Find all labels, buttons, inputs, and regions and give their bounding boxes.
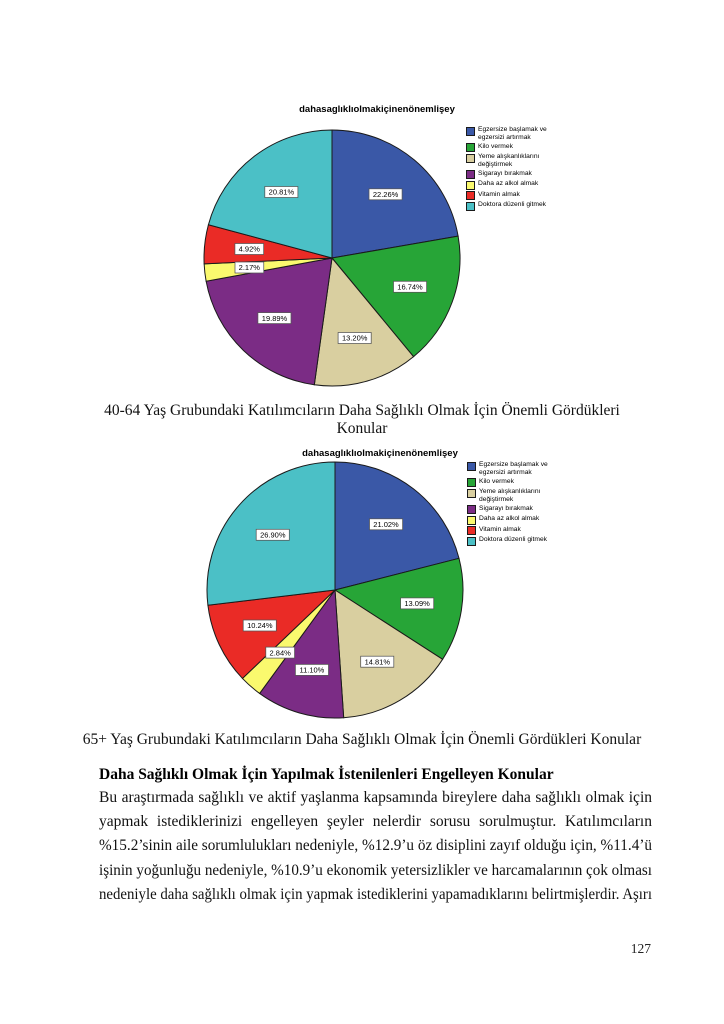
slice-label: 13.09% — [404, 599, 430, 609]
legend-item — [466, 143, 556, 153]
legend-item — [467, 461, 557, 477]
legend-label: Sigarayı bırakmak — [478, 169, 532, 177]
slice-label: 19.89% — [261, 313, 288, 323]
legend-label: Doktora düzenli gitmek — [479, 536, 548, 544]
legend — [466, 126, 556, 211]
legend — [467, 461, 557, 546]
figure-caption: 65+ Yaş Grubundaki Katılımcıların Daha Sağlıklı Olmak İçin Önemli Gördükleri Konular — [82, 731, 642, 748]
legend-item — [467, 526, 557, 536]
legend-swatch-icon — [467, 505, 476, 514]
legend-label: Doktora düzenli gitmek — [478, 201, 547, 209]
figure-caption: 40-64 Yaş Grubundaki Katılımcıların Daha Sağlıklı Olmak İçin Önemli Gördükleri Konular — [104, 402, 620, 437]
legend-item — [466, 201, 556, 211]
legend-label: Egzersize başlamak ve egzersizi artırmak — [478, 126, 547, 141]
legend-swatch-icon — [466, 181, 475, 190]
slice-label: 2.17% — [238, 263, 260, 273]
legend-swatch-icon — [466, 202, 475, 211]
legend-swatch-icon — [467, 537, 476, 546]
slice-label: 20.81% — [268, 187, 295, 197]
legend-swatch-icon — [466, 127, 475, 136]
legend-swatch-icon — [466, 170, 475, 179]
chart-title: dahasaglıklıolmakiçinenönemlişey — [299, 104, 455, 115]
legend-item — [466, 191, 556, 201]
legend-label: Vitamin almak — [479, 525, 521, 533]
slice-label: 4.92% — [238, 244, 260, 254]
body-text-line: işinin yoğunluğu nedeniyle, %10.9’u ekonomik yetersizlikler ve harcamalarının çok olması — [99, 861, 652, 879]
legend-swatch-icon — [467, 489, 476, 498]
slice-label: 16.74% — [397, 282, 423, 292]
page-number: 127 — [630, 941, 651, 956]
slice-label: 11.10% — [299, 665, 325, 675]
legend-item — [466, 170, 556, 180]
slice-label: 21.02% — [373, 520, 399, 529]
legend-item — [467, 478, 557, 488]
slice-label: 10.24% — [247, 621, 273, 631]
legend-swatch-icon — [467, 462, 476, 471]
legend-item — [467, 515, 557, 525]
legend-label: Daha az alkol almak — [479, 515, 540, 523]
body-text-line: yapmak istediklerinizi engelleyen şeyler nelerdir sorusu sorulmuştur. Katılımcıların — [99, 813, 652, 831]
legend-item — [467, 536, 557, 546]
slice-label: 26.90% — [260, 530, 286, 540]
legend-swatch-icon — [467, 526, 476, 535]
legend-label: Egzersize başlamak ve egzersizi artırmak — [479, 461, 548, 476]
body-paragraph — [99, 789, 652, 910]
legend-label: Yeme alışkanlıklarını değiştirmek — [478, 153, 540, 168]
legend-swatch-icon — [466, 143, 475, 152]
legend-label: Kilo vermek — [478, 142, 513, 150]
legend-swatch-icon — [467, 478, 476, 487]
slice-label: 14.81% — [364, 657, 391, 667]
legend-label: Vitamin almak — [478, 190, 520, 198]
body-text-line: %15.2’sinin aile sorumlulukları nedeniyle, %12.9’u öz disiplini zayıf olduğu için, %11.4’ü — [99, 837, 652, 855]
legend-item — [466, 153, 556, 169]
legend-item — [466, 180, 556, 190]
slice-label: 2.84% — [269, 648, 291, 658]
body-text-line: nedeniyle daha sağlıklı olmak için yapmak istediklerini yapamadıklarını belirtmişlerdir. Aşırı — [99, 885, 652, 903]
section-heading: Daha Sağlıklı Olmak İçin Yapılmak İstenilenleri Engelleyen Konular — [99, 766, 554, 783]
legend-label: Sigarayı bırakmak — [479, 504, 533, 512]
legend-swatch-icon — [466, 154, 475, 163]
legend-item — [466, 126, 556, 142]
legend-item — [467, 488, 557, 504]
legend-label: Kilo vermek — [479, 477, 514, 485]
slice-label: 22.26% — [372, 190, 399, 199]
legend-label: Yeme alışkanlıklarını değiştirmek — [479, 488, 541, 503]
legend-label: Daha az alkol almak — [478, 180, 539, 188]
body-text-line: Bu araştırmada sağlıklı ve aktif yaşlanma kapsamında bireylere daha sağlıklı olmak için — [99, 789, 652, 806]
slice-label: 13.20% — [341, 333, 368, 343]
chart-title: dahasaglıklıolmakiçinenönemlişey — [302, 448, 458, 459]
legend-item — [467, 505, 557, 515]
legend-swatch-icon — [467, 516, 476, 525]
pie-chart — [202, 128, 462, 388]
pie-chart — [205, 460, 465, 720]
legend-swatch-icon — [466, 191, 475, 200]
